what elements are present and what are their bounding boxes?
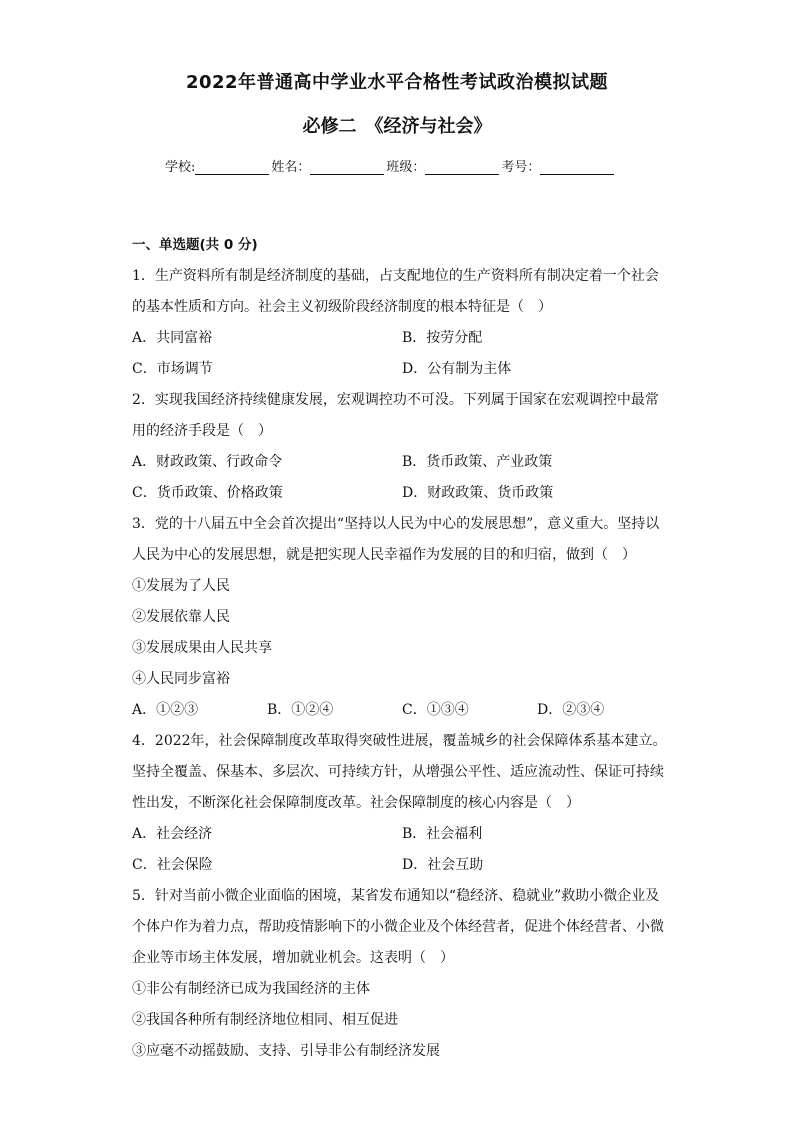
class-field[interactable] [425,160,499,175]
option-b[interactable]: B．按劳分配 [402,330,483,346]
options-row [132,478,672,509]
question-4 [132,726,672,881]
question-stem-line: 性出发，不断深化社会保障制度改革。社会保障制度的核心内容是（ ） [132,795,580,811]
statement-item: ①非公有制经济已成为我国经济的主体 [132,981,370,997]
statement-item: ②发展依靠人民 [132,609,230,625]
section-heading: 一、单选题(共 0 分) [132,237,258,253]
options-row [132,819,672,850]
exam-subtitle: 必修二 《经济与社会》 [302,116,492,137]
question-stem-line: 2．实现我国经济持续健康发展，宏观调控功不可没。下列属于国家在宏观调控中最常 [132,392,659,408]
statement-item: ①发展为了人民 [132,578,230,594]
option-a[interactable]: A．①②③ [132,702,199,718]
class-label: 班级： [386,160,426,175]
statement-item: ④人民同步富裕 [132,671,230,687]
school-label: 学校: [165,160,196,175]
option-d[interactable]: D．社会互助 [402,857,484,873]
option-b[interactable]: B．货币政策、产业政策 [402,454,553,470]
options-row [132,850,672,881]
exam-number-field[interactable] [540,160,614,175]
options-row [132,354,672,385]
options-row [132,323,672,354]
exam-number-label: 考号： [501,160,541,175]
name-field[interactable] [310,160,384,175]
question-stem-line: 3．党的十八届五中全会首次提出“坚持以人民为中心的发展思想”，意义重大。坚持以 [132,516,660,532]
question-stem-line: 个体户作为着力点，帮助疫情影响下的小微企业及个体经营者，促进个体经营者、小微 [132,919,664,935]
option-b[interactable]: B．①②④ [267,702,334,718]
statement-item: ③应毫不动摇鼓励、支持、引导非公有制经济发展 [132,1043,440,1059]
question-stem-line: 的基本性质和方向。社会主义初级阶段经济制度的根本特征是（ ） [132,299,552,315]
question-stem-line: 5．针对当前小微企业面临的困境，某省发布通知以“稳经济、稳就业”救助小微企业及 [132,888,660,904]
question-2 [132,385,672,509]
question-3 [132,509,672,726]
question-stem-line: 人民为中心的发展思想，就是把实现人民幸福作为发展的目的和归宿，做到（ ） [132,547,636,563]
question-stem-line: 企业等市场主体发展，增加就业机会。这表明（ ） [132,950,454,966]
option-a[interactable]: A．财政政策、行政命令 [132,454,283,470]
exam-title: 2022年普通高中学业水平合格性考试政治模拟试题 [185,72,609,93]
student-info-line [165,156,616,175]
question-stem-line: 1．生产资料所有制是经济制度的基础，占支配地位的生产资料所有制决定着一个社会 [132,268,659,284]
statement-item: ②我国各种所有制经济地位相同、相互促进 [132,1012,398,1028]
option-d[interactable]: D．②③④ [537,702,605,718]
option-c[interactable]: C．货币政策、价格政策 [132,485,283,501]
name-label: 姓名： [271,160,311,175]
question-1 [132,261,672,385]
option-c[interactable]: C．社会保险 [132,857,213,873]
options-row [132,447,672,478]
question-list [132,230,672,1067]
question-stem-line: 4．2022年，社会保障制度改革取得突破性进展，覆盖城乡的社会保障体系基本建立。 [132,733,667,749]
question-stem-line: 坚持全覆盖、保基本、多层次、可持续方针，从增强公平性、适应流动性、保证可持续 [132,764,664,780]
option-d[interactable]: D．公有制为主体 [402,361,512,377]
school-field[interactable] [195,160,269,175]
option-b[interactable]: B．社会福利 [402,826,483,842]
option-c[interactable]: C．市场调节 [132,361,213,377]
option-a[interactable]: A．共同富裕 [132,330,213,346]
statement-item: ③发展成果由人民共享 [132,640,272,656]
option-d[interactable]: D．财政政策、货币政策 [402,485,554,501]
question-stem-line: 用的经济手段是（ ） [132,423,272,439]
question-5 [132,881,672,1067]
options-row [132,695,672,726]
option-a[interactable]: A．社会经济 [132,826,213,842]
option-c[interactable]: C．①③④ [402,702,469,718]
